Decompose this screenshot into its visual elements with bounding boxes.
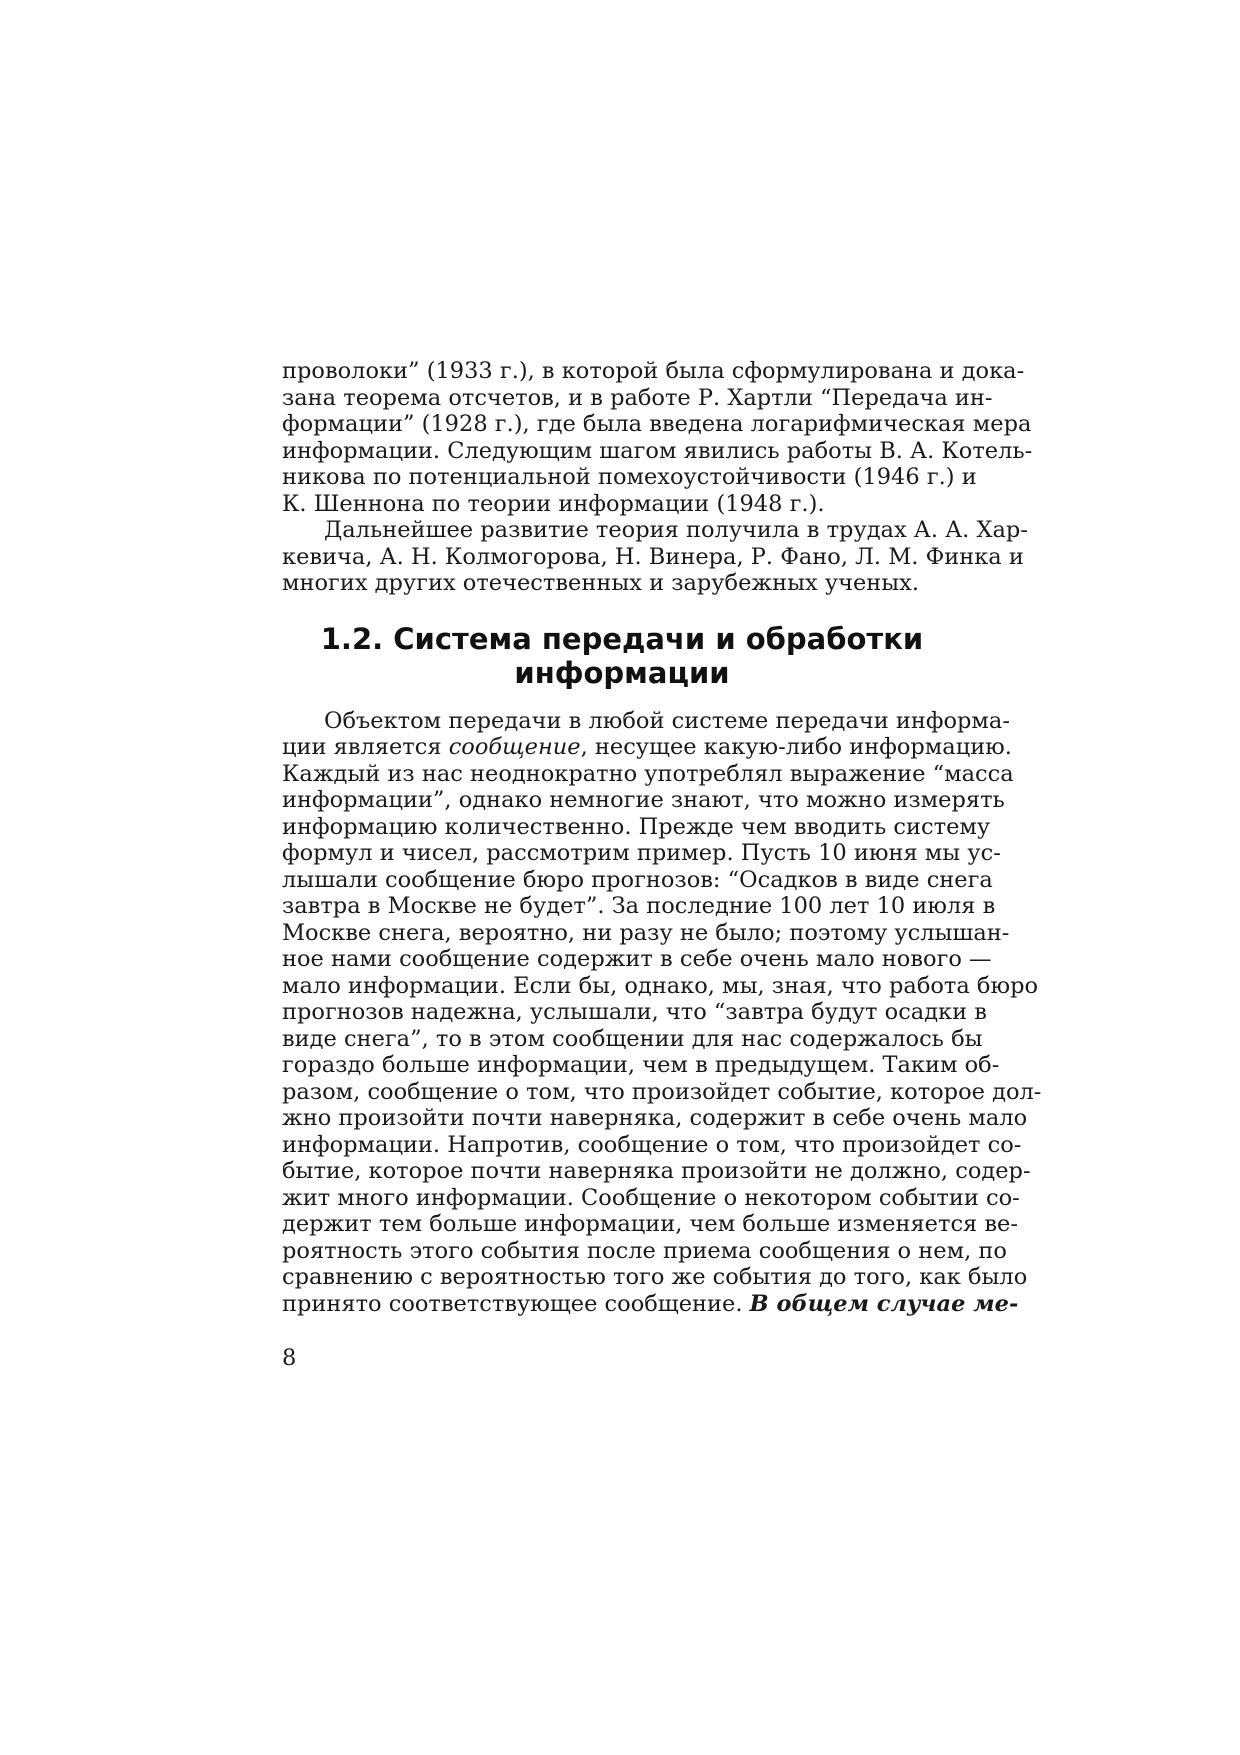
text-line: держит тем больше информации, чем больше изменяется ве-: [282, 1211, 1018, 1237]
paragraph-message: [282, 707, 1042, 1318]
text-line: формации” (1928 г.), где была введена логарифмическая мера: [282, 411, 1032, 437]
text-line: зана теорема отсчетов, и в работе Р. Хартли “Передача ин-: [282, 384, 993, 411]
text-line: формул и чисел, рассмотрим пример. Пусть 10 июня мы ус-: [282, 840, 1001, 866]
text-line: информацию количественно. Прежде чем вводить систему: [282, 813, 991, 840]
bold-italic-statement: В общем случае ме-: [749, 1290, 1019, 1317]
text-line: информации. Следующим шагом явились работы В. А. Котель-: [282, 437, 1033, 464]
text-line: гораздо больше информации, чем в предыдущем. Таким об-: [282, 1052, 1000, 1078]
text-line: никова по потенциальной помехоустойчивости (1946 г.) и: [282, 464, 977, 490]
text-line: кевича, А. Н. Колмогорова, Н. Винера, Р. Фано, Л. М. Финка и: [282, 543, 1024, 570]
text-line: разом, сообщение о том, что произойдет событие, которое дол-: [282, 1078, 1042, 1105]
text-line: бытие, которое почти наверняка произойти не должно, содер-: [282, 1158, 1031, 1184]
text-line: завтра в Москве не будет”. За последние 100 лет 10 июля в: [282, 893, 996, 919]
text-line: многих других отечественных и зарубежных ученых.: [282, 570, 920, 596]
emphasized-term: сообщение: [448, 734, 581, 760]
text-line: роятность этого события после приема сообщения о нем, по: [282, 1237, 1007, 1264]
section-heading: [282, 622, 962, 690]
paragraph-development: [282, 517, 1028, 597]
page-number: 8: [282, 1345, 297, 1371]
text-line: жит много информации. Сообщение о некотором событии со-: [282, 1184, 1020, 1211]
text-fragment: ции является: [282, 734, 449, 760]
text-line: лышали сообщение бюро прогнозов: “Осадков в виде снега: [282, 866, 993, 893]
text-line: прогнозов надежна, услышали, что “завтра будут осадки в: [282, 999, 987, 1025]
section-heading-line-2: информации: [514, 655, 730, 690]
text-line: мало информации. Если бы, однако, мы, зная, что работа бюро: [282, 972, 1039, 999]
text-line: ное нами сообщение содержит в себе очень мало нового —: [282, 946, 992, 972]
text-line: Каждый из нас неоднократно употреблял выражение “масса: [282, 760, 1014, 787]
text-line: виде снега”, то в этом сообщении для нас содержалось бы: [282, 1025, 983, 1052]
text-line: сравнению с вероятностью того же события до того, как было: [282, 1264, 1028, 1290]
page-body: [282, 358, 1042, 1317]
section-heading-line-1: 1.2. Система передачи и обработки: [320, 621, 924, 656]
text-line: информации”, однако немногие знают, что можно измерять: [282, 787, 1005, 813]
text-line: Объектом передачи в любой системе передачи информа-: [324, 707, 1010, 734]
paragraph-continuation: [282, 358, 1033, 517]
text-line: информации. Напротив, сообщение о том, что произойдет со-: [282, 1131, 1022, 1158]
text-line: К. Шеннона по теории информации (1948 г.).: [282, 490, 825, 517]
text-line: [282, 734, 1012, 761]
text-line: Дальнейшее развитие теория получила в трудах А. А. Хар-: [324, 517, 1028, 543]
text-line: Москве снега, вероятно, ни разу не было; поэтому услышан-: [282, 919, 1010, 946]
text-line: проволоки” (1933 г.), в которой была сформулирована и дока-: [282, 358, 1025, 384]
text-fragment: , несущее какую-либо информацию.: [580, 734, 1012, 760]
text-fragment: принято соответствующее сообщение.: [282, 1290, 750, 1317]
text-line: [282, 1290, 1019, 1318]
text-line: жно произойти почти наверняка, содержит в себе очень мало: [282, 1105, 1028, 1131]
